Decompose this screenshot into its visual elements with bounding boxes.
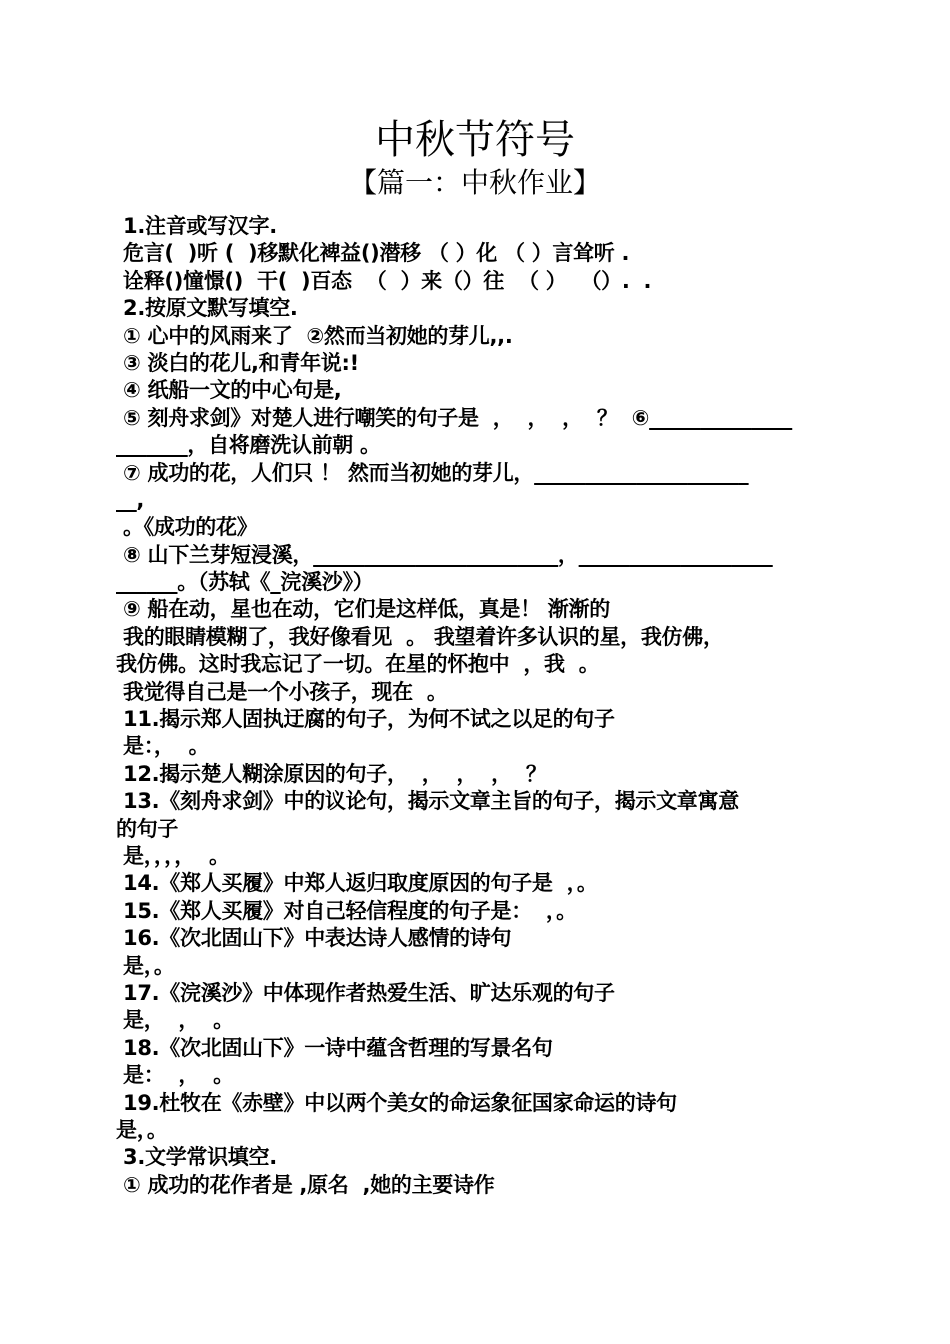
page-subtitle: 【篇一：中秋作业】	[348, 166, 601, 199]
text-line: 我的眼睛模糊了，我好像看见 。 我望着许多认识的星，我仿佛，	[116, 624, 724, 649]
text-line: ④ 纸船一文的中心句是,	[116, 378, 342, 403]
text-line: 15.《郑人买履》对自己轻信程度的句子是： ，。	[116, 898, 577, 923]
page-title: 中秋节符号	[375, 117, 575, 163]
text-line: ______。（苏轼《_浣溪沙》）	[116, 570, 374, 595]
text-line: 14.《郑人买履》中郑人返归取度原因的句子是 ，。	[116, 871, 598, 896]
text-line: 18.《次北固山下》一诗中蕴含哲理的写景名句	[116, 1035, 553, 1060]
text-line: 是，，，， 。	[116, 843, 230, 868]
text-line: ① 成功的花作者是 ,原名 ,她的主要诗作	[116, 1172, 495, 1197]
text-line: 11.揭示郑人固执迂腐的句子，为何不试之以足的句子	[116, 707, 615, 732]
document-body	[116, 213, 836, 1199]
text-line: 1.注音或写汉字.	[116, 214, 277, 238]
text-line: 17.《浣溪沙》中体现作者热爱生活、旷达乐观的句子	[116, 980, 615, 1005]
text-line: __,	[116, 487, 145, 512]
text-line: 是： ， 。	[116, 1063, 234, 1088]
text-line: ⑤ 刻舟求剑》对楚人进行嘲笑的句子是 ， ， ， ？ ⑥______________	[116, 405, 792, 430]
text-line: 诠释()憧憬() 干( )百态 （ ）来（）往 （ ） （）. .	[116, 268, 652, 293]
text-line: 。《成功的花》	[116, 515, 258, 540]
text-line: ⑦ 成功的花，人们只 ！ 然而当初她的芽儿，_____________________	[116, 460, 749, 485]
text-line: 是：， 。	[116, 734, 210, 759]
text-line: 3.文学常识填空.	[116, 1145, 277, 1170]
text-line: 我仿佛。这时我忘记了一切。在星的怀抱中 ，我 。	[116, 652, 600, 677]
text-line: 的句子	[116, 816, 179, 841]
text-line: 2.按原文默写填空.	[116, 296, 298, 321]
text-line: ① 心中的风雨来了 ②然而当初她的芽儿,,.	[116, 323, 513, 348]
text-line: 是，。	[116, 1117, 168, 1142]
text-line: ③ 淡白的花儿,和青年说:!	[116, 350, 359, 375]
text-line: 12.揭示楚人糊涂原因的句子， ， ， ， ？	[116, 761, 547, 786]
text-line: 13.《刻舟求剑》中的议论句，揭示文章主旨的句子，揭示文章寓意	[116, 789, 739, 814]
text-line: ⑧ 山下兰芽短浸溪，________________________，___________________	[116, 542, 773, 567]
text-line: ⑨ 船在动，星也在动，它们是这样低，真是！ 渐渐的	[116, 597, 610, 622]
text-line: 是， ， 。	[116, 1008, 234, 1033]
text-line: 是，。	[116, 953, 175, 978]
text-line: 16.《次北固山下》中表达诗人感情的诗句	[116, 926, 512, 951]
text-line: _______，自将磨洗认前朝 。	[116, 433, 381, 458]
text-line: 我觉得自己是一个小孩子，现在 。	[116, 679, 448, 704]
text-line: 危言( )听 ( )移默化裨益()潜移 （ ）化 （ ）言耸听 .	[116, 241, 630, 266]
text-line: 19.杜牧在《赤壁》中以两个美女的命运象征国家命运的诗句	[116, 1090, 677, 1115]
